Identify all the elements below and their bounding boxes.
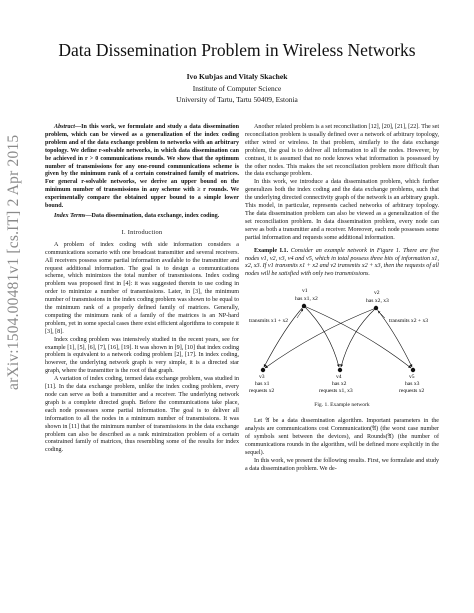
example-text: Consider an example network in Figure 1. There are five nodes v1, v2, v3, v4 and v5, which in total possess three bits of information x1, x2, x3. If v1 transmits x1 + x2 and v2 transmits x2 + x3, then the requests of all nodes will be satisfied with only two transmissions. (245, 247, 440, 278)
index-terms (45, 213, 239, 221)
section-heading-introduction: I. Introduction (121, 228, 163, 236)
network-diagram (245, 282, 439, 400)
arxiv-stamp: arXiv:1504.00481v1 [cs.IT] 2 Apr 2015 (5, 134, 22, 390)
label-v4: v4 (336, 374, 342, 381)
index-terms-text: —Data dissemination, data exchange, index coding. (85, 212, 220, 219)
figure-caption: Fig. 1. Example network (314, 402, 370, 409)
edge-v2-v3 (265, 308, 376, 368)
right-paragraph-4: In this work, we present the following results. First, we formulate and study a data dissemination problem. We de- (245, 457, 439, 472)
intro-paragraph-3: A variation of index coding, termed data exchange problem, was studied in [11]. In the data exchange problem, unlike the index coding problem, every node can serve as both a transmitter and a receiver. The underlying network graph is a complete directed graph. Before the communications take place, each node possesses some partial information. The goal is to deliver all information to all the nodes in a minimum number of transmissions. It was shown in [11] that the minimum number of transmissions in the data exchange problem can also be described as a rank minimization problem of a certain constrained family of matrices, thus resembling some of the results for index coding. (45, 376, 239, 454)
abstract-text: —In this work, we formulate and study a data dissemination problem, which can be viewed as a generalization of the index coding problem and of the data exchange problem to networks with an arbitrary topology. We define r-solvable networks, in which data dissemination can be achieved in r > 0 communications rounds. We show that the optimum number of transmissions for any one-round communications scheme is given by the minimum rank of a certain constrained family of matrices. For general r-solvable networks, we derive an upper bound on the minimum number of transmissions in any scheme with ≥ r rounds. We experimentally compare the obtained upper bound to a simple lower bound. (45, 124, 239, 210)
node-v4 (338, 368, 342, 372)
example-block (245, 248, 439, 280)
label-v5: v5 (409, 374, 415, 381)
node-v3 (261, 368, 265, 372)
transmit-arrow-v2 (378, 311, 385, 318)
edge-v2-v4 (341, 308, 376, 367)
edge-v2-v5 (376, 308, 412, 367)
label-v2: v2 (374, 290, 380, 297)
label-v3-has: has x1 (255, 381, 270, 388)
affiliation-institute: Institute of Computer Science (192, 84, 282, 93)
edge-v1-v4 (304, 306, 339, 367)
edge-v1-v5 (304, 306, 411, 368)
right-paragraph-1: Another related problem is a set reconciliation [12], [20], [21], [22]. The set reconciliation problem is usually defined over a network of arbitrary topology, either wired or wireless. In that problem, similarly to the data exchange problem, the goal is to deliver all information to all the nodes. However, by contrast, it is assumed that no node knows what information is possessed by the other nodes. This makes the set reconciliation problem more difficult than the data exchange problem. (245, 124, 440, 178)
node-v5 (411, 368, 415, 372)
label-v5-requests: requests x2 (399, 388, 425, 395)
label-v2-has: has x2, x3 (366, 298, 389, 305)
right-column (245, 124, 439, 473)
intro-paragraph-1: A problem of index coding with side information considers a communications scenario with one broadcast transmitter and several receivers. All receivers possess some partial information available to the transmitter and request additional information. The goal is to design a communications scheme, which minimizes the total number of transmissions. Index coding problem was proposed first in [4]: it was suggested therein to use coding in order to minimize a number of transmissions. Later, in [3], the minimum number of transmissions in the index coding problem was shown to be equal to the minimum rank of a properly defined family of matrices. Generally, computing the minimum rank of a family of the matrices is an NP-hard problem, yet in some special cases there exist efficient algorithms to compute it [3], [8]. (45, 241, 239, 335)
affiliation-university: University of Tartu, Tartu 50409, Estonia (176, 95, 298, 104)
figure-example-network (245, 282, 439, 400)
index-terms-label: Index Terms (54, 212, 86, 219)
label-v3: v3 (259, 374, 265, 381)
abstract (45, 124, 239, 211)
label-v1-has: has x1, x2 (295, 296, 318, 303)
label-v4-requests: requests x1, x3 (319, 388, 353, 395)
edge-v1-v3 (264, 306, 304, 367)
label-v5-has: has x3 (405, 381, 420, 388)
label-v3-requests: requests x2 (249, 388, 275, 395)
label-v1-transmits: transmits x1 + x2 (249, 318, 289, 325)
right-paragraph-3: Let 𝔄 be a data dissemination algorithm. Important parameters in the analysis are communications cost Communication(𝔄) (the worst case number of symbols sent between the devices), and Rounds(𝔄) (the number of communications rounds in the algorithm, will be defined more explicitly in the sequel). (245, 418, 439, 456)
label-v4-has: has x2 (332, 381, 347, 388)
left-column (45, 124, 239, 455)
right-paragraph-2: In this work, we introduce a data dissemination problem, which further generalizes both the index coding and the data exchange problems, such that the underlying directed connectivity graph of the network is an arbitrary graph. This model, in particular, represents cached networks of arbitrary topology. The data dissemination problem can also be viewed as a generalization of the set reconciliation problem. In data dissemination problem, every node can serve as both a transmitter and a receiver. Moreover, each node possesses some partial information and requests some additional information. (245, 179, 439, 241)
paper-title: Data Dissemination Problem in Wireless Networks (58, 40, 416, 60)
abstract-label: Abstract (54, 124, 75, 130)
intro-paragraph-2: Index coding problem was intensively studied in the recent years, see for example [1], [5], [6], [7], [16], [19]. It was shown in [9], [10] that index coding problem is equivalent to a network coding problem [2], [17]. In index coding, however, the underlying network graph is very simple, it is a directed star graph, where the transmitter is the root of that graph. (45, 336, 239, 375)
paper-authors: Ivo Kubjas and Vitaly Skachek (186, 72, 288, 81)
label-v1: v1 (302, 288, 308, 295)
label-v2-transmits: transmits x2 + x3 (389, 318, 429, 325)
example-label: Example I.1. (254, 247, 289, 254)
